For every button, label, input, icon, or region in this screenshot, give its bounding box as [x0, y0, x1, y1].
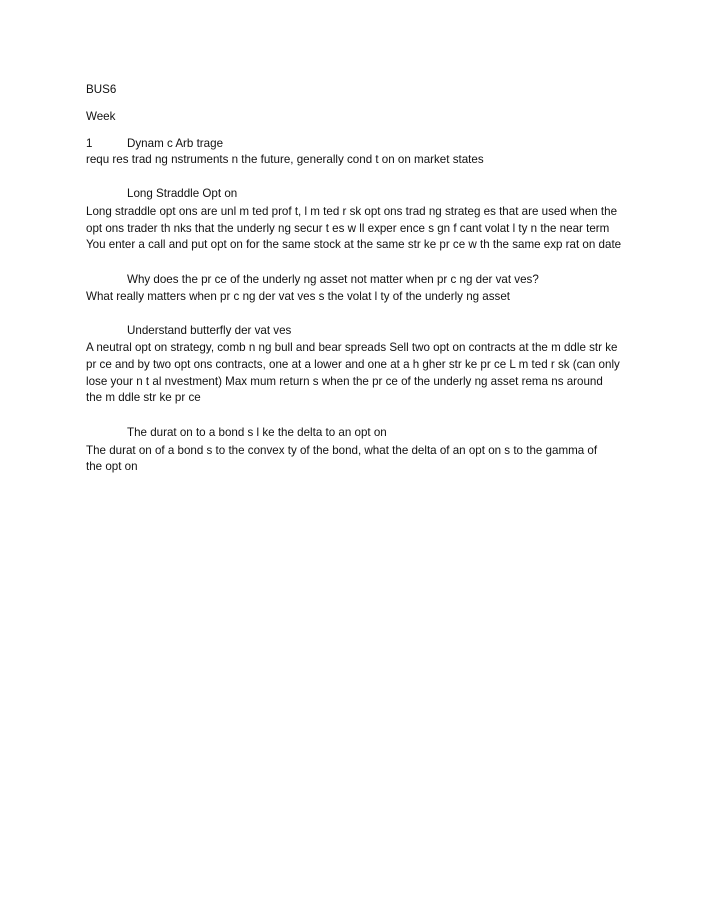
- section-heading-duration-delta: The durat on to a bond s l ke the delta to an opt on: [127, 426, 387, 439]
- section-heading-dynamic-arbitrage: Dynam c Arb trage: [127, 137, 224, 150]
- section-text-line: pr ce and by two opt ons contracts, one at a lower and one at a h gher str ke pr ce L m ted r sk (can only: [86, 358, 620, 371]
- section-text-line: requ res trad ng nstruments n the future, generally cond t on on market states: [86, 153, 484, 166]
- section-text-line: The durat on of a bond s to the convex ty of the bond, what the delta of an opt on s to the gamma of: [86, 444, 598, 457]
- section-heading-underlying-price: Why does the pr ce of the underly ng asset not matter when pr c ng der vat ves?: [127, 273, 539, 286]
- week-label: Week: [86, 110, 116, 123]
- section-text-line: the opt on: [86, 460, 138, 473]
- section-heading-long-straddle: Long Straddle Opt on: [127, 187, 238, 200]
- course-code: BUS6: [86, 83, 117, 96]
- section-text-line: You enter a call and put opt on for the same stock at the same str ke pr ce w th the same exp rat on date: [86, 238, 622, 251]
- section-text-line: the m ddle str ke pr ce: [86, 391, 201, 404]
- section-heading-butterfly: Understand butterfly der vat ves: [127, 324, 292, 337]
- section-text-line: What really matters when pr c ng der vat ves s the volat l ty of the underly ng asset: [86, 290, 511, 303]
- section-text-line: lose your n t al nvestment) Max mum return s when the pr ce of the underly ng asset rema ns around: [86, 375, 603, 388]
- section-text-line: opt ons trader th nks that the underly ng secur t es w ll exper ence s gn f cant volat l ty n the near term: [86, 222, 610, 235]
- item-number: 1: [86, 137, 93, 150]
- section-text-line: A neutral opt on strategy, comb n ng bull and bear spreads Sell two opt on contracts at the m ddle str ke: [86, 341, 618, 354]
- section-text-line: Long straddle opt ons are unl m ted prof t, l m ted r sk opt ons trad ng strateg es that are used when the: [86, 205, 618, 218]
